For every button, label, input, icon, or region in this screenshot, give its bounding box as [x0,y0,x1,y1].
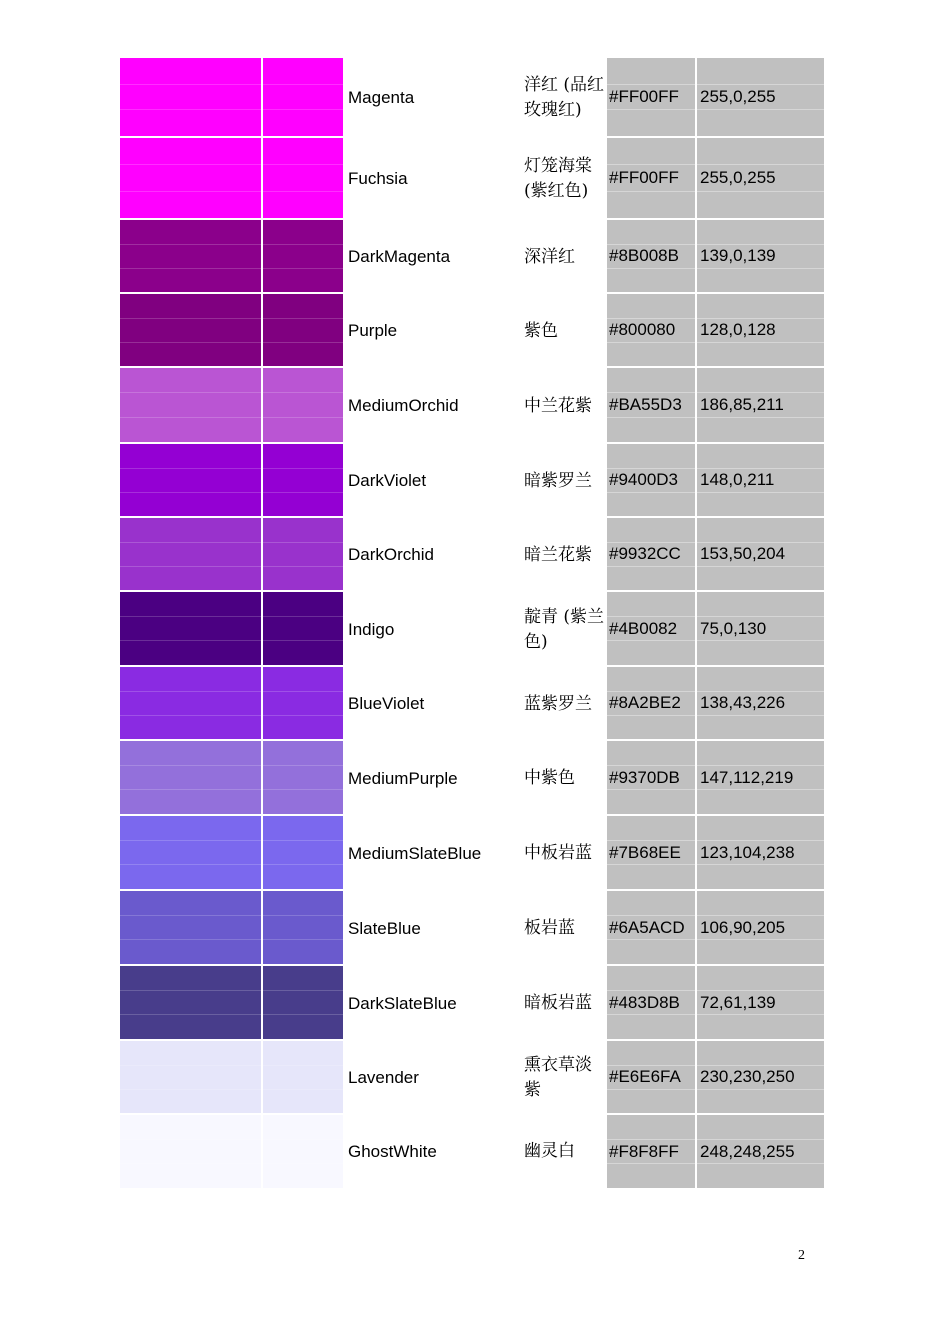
color-row [120,891,830,966]
color-hex: #E6E6FA [607,1041,695,1115]
swatch-divider [263,1139,343,1140]
color-swatch [120,1041,261,1115]
cell-divider [607,492,695,493]
color-swatch [120,592,261,667]
cell-divider [697,492,824,493]
swatch-divider [120,492,261,493]
swatch-divider [263,789,343,790]
swatch-divider [120,840,261,841]
color-name: DarkSlateBlue [348,993,457,1013]
swatch-divider [263,1065,343,1066]
cell-divider [697,268,824,269]
color-hex: #483D8B [607,966,695,1041]
color-rgb: 148,0,211 [697,444,824,518]
swatch-divider [263,840,343,841]
swatch-divider [120,864,261,865]
cell-divider [607,915,695,916]
swatch-divider [263,492,343,493]
color-name: Lavender [348,1068,419,1087]
color-chinese-name: 暗板岩蓝 [524,993,592,1013]
cell-divider [697,342,824,343]
cell-divider [697,864,824,865]
swatch-divider [120,244,261,245]
color-hex: #7B68EE [607,816,695,891]
swatch-divider [263,691,343,692]
color-swatch-secondary [263,741,343,816]
cell-divider [697,417,824,418]
color-rgb: 139,0,139 [697,220,824,294]
swatch-divider [263,616,343,617]
color-rgb: 153,50,204 [697,518,824,592]
color-rgb: 75,0,130 [697,592,824,667]
swatch-divider [120,990,261,991]
color-chinese-name: 板岩蓝 [524,918,575,938]
cell-divider [697,542,824,543]
swatch-divider [263,542,343,543]
color-swatch-secondary [263,138,343,220]
cell-divider [607,990,695,991]
swatch-divider [263,164,343,165]
color-name: Magenta [348,88,415,107]
color-name: MediumOrchid [348,396,459,415]
color-name: Purple [348,321,398,340]
color-row [120,966,830,1041]
color-rgb: 230,230,250 [697,1041,824,1115]
color-rgb: 255,0,255 [697,138,824,220]
swatch-divider [120,542,261,543]
color-row [120,58,830,138]
color-row [120,1041,830,1115]
color-hex: #BA55D3 [607,368,695,444]
cell-divider [697,765,824,766]
swatch-divider [263,990,343,991]
color-chinese-name: 靛青 (紫兰色) [524,606,605,652]
cell-divider [607,765,695,766]
swatch-divider [263,244,343,245]
cell-divider [697,84,824,85]
color-chinese-name: 灯笼海棠(紫红色) [524,156,592,201]
color-name: MediumPurple [348,768,458,788]
cell-divider [607,1065,695,1066]
cell-divider [697,244,824,245]
color-swatch [120,1115,261,1188]
swatch-divider [120,268,261,269]
color-swatch-secondary [263,220,343,294]
swatch-divider [120,191,261,192]
cell-divider [607,268,695,269]
swatch-divider [263,640,343,641]
color-hex: #9932CC [607,518,695,592]
cell-divider [697,691,824,692]
swatch-divider [120,915,261,916]
color-hex: #8B008B [607,220,695,294]
color-row [120,294,830,368]
color-chinese-name: 熏衣草淡紫 [524,1055,592,1100]
swatch-divider [263,191,343,192]
cell-divider [697,616,824,617]
color-rgb: 255,0,255 [697,58,824,138]
color-hex: #8A2BE2 [607,667,695,741]
swatch-divider [120,164,261,165]
cell-divider [607,640,695,641]
color-name: Fuchsia [348,169,408,188]
swatch-divider [120,417,261,418]
swatch-divider [120,318,261,319]
color-row [120,368,830,444]
cell-divider [697,109,824,110]
color-chinese-name: 幽灵白 [524,1141,575,1161]
swatch-divider [120,765,261,766]
cell-divider [607,1139,695,1140]
swatch-divider [263,109,343,110]
color-rgb: 72,61,139 [697,966,824,1041]
swatch-divider [263,715,343,716]
color-hex: #4B0082 [607,592,695,667]
cell-divider [697,840,824,841]
swatch-divider [120,691,261,692]
cell-divider [607,109,695,110]
swatch-divider [263,318,343,319]
cell-divider [607,1014,695,1015]
color-chinese-name: 中兰花紫 [524,395,592,416]
color-hex: #6A5ACD [607,891,695,966]
cell-divider [607,864,695,865]
swatch-divider [120,1163,261,1164]
color-row [120,138,830,220]
swatch-divider [120,1065,261,1066]
swatch-divider [263,1163,343,1164]
color-rgb: 128,0,128 [697,294,824,368]
color-hex: #FF00FF [607,138,695,220]
cell-divider [607,840,695,841]
color-swatch [120,518,261,592]
cell-divider [697,392,824,393]
cell-divider [697,1139,824,1140]
cell-divider [697,915,824,916]
color-swatch-secondary [263,58,343,138]
swatch-divider [120,616,261,617]
color-row [120,1115,830,1188]
cell-divider [697,191,824,192]
color-rgb: 186,85,211 [697,368,824,444]
color-hex: #9370DB [607,741,695,816]
cell-divider [607,164,695,165]
swatch-divider [120,789,261,790]
color-rgb: 147,112,219 [697,741,824,816]
swatch-divider [263,864,343,865]
color-name: MediumSlateBlue [348,843,482,863]
color-row [120,592,830,667]
color-swatch-secondary [263,1041,343,1115]
swatch-divider [263,1014,343,1015]
cell-divider [607,342,695,343]
color-swatch-secondary [263,294,343,368]
swatch-divider [120,939,261,940]
swatch-divider [120,1089,261,1090]
swatch-divider [120,392,261,393]
color-swatch-secondary [263,891,343,966]
color-name: GhostWhite [348,1141,437,1161]
swatch-divider [263,268,343,269]
swatch-divider [263,84,343,85]
color-swatch-secondary [263,368,343,444]
color-swatch [120,966,261,1041]
cell-divider [607,789,695,790]
color-chinese-name: 蓝紫罗兰 [524,693,592,714]
color-rgb: 106,90,205 [697,891,824,966]
color-rgb: 138,43,226 [697,667,824,741]
cell-divider [697,789,824,790]
color-swatch [120,891,261,966]
swatch-divider [263,939,343,940]
color-rgb: 123,104,238 [697,816,824,891]
swatch-divider [263,468,343,469]
color-row [120,444,830,518]
cell-divider [697,640,824,641]
swatch-divider [120,1014,261,1015]
color-swatch [120,58,261,138]
cell-divider [697,1163,824,1164]
color-name: SlateBlue [348,918,421,938]
swatch-divider [120,468,261,469]
swatch-divider [120,566,261,567]
swatch-divider [263,915,343,916]
cell-divider [697,715,824,716]
color-row [120,816,830,891]
color-swatch [120,667,261,741]
color-chinese-name: 暗兰花紫 [524,544,592,565]
color-swatch-secondary [263,816,343,891]
color-swatch-secondary [263,592,343,667]
color-chinese-name: 中紫色 [524,768,575,788]
swatch-divider [263,342,343,343]
cell-divider [607,542,695,543]
swatch-divider [263,417,343,418]
page-number: 2 [798,1248,805,1263]
color-row [120,518,830,592]
cell-divider [607,318,695,319]
color-name: DarkViolet [348,471,427,490]
color-name: DarkMagenta [348,247,451,266]
color-hex: #800080 [607,294,695,368]
cell-divider [697,1014,824,1015]
cell-divider [607,392,695,393]
color-swatch [120,368,261,444]
cell-divider [607,1163,695,1164]
color-chinese-name: 深洋红 [524,246,575,267]
swatch-divider [120,109,261,110]
color-swatch [120,294,261,368]
swatch-divider [120,84,261,85]
color-swatch-secondary [263,1115,343,1188]
swatch-divider [120,640,261,641]
color-swatch-secondary [263,518,343,592]
cell-divider [607,715,695,716]
color-table [120,58,830,1188]
color-row [120,220,830,294]
cell-divider [697,318,824,319]
cell-divider [607,191,695,192]
swatch-divider [120,1139,261,1140]
color-name: BlueViolet [348,694,425,713]
cell-divider [607,417,695,418]
color-swatch-secondary [263,667,343,741]
cell-divider [697,1065,824,1066]
color-swatch [120,741,261,816]
cell-divider [607,566,695,567]
color-chinese-name: 紫色 [524,320,558,341]
cell-divider [697,939,824,940]
cell-divider [697,990,824,991]
color-swatch-secondary [263,966,343,1041]
swatch-divider [263,1089,343,1090]
color-name: DarkOrchid [348,545,434,564]
cell-divider [607,244,695,245]
color-hex: #FF00FF [607,58,695,138]
cell-divider [607,468,695,469]
cell-divider [697,566,824,567]
swatch-divider [263,765,343,766]
color-row [120,741,830,816]
cell-divider [607,1089,695,1090]
color-row [120,667,830,741]
color-name: Indigo [348,619,395,639]
swatch-divider [120,715,261,716]
cell-divider [697,164,824,165]
color-rgb: 248,248,255 [697,1115,824,1188]
cell-divider [607,84,695,85]
color-chinese-name: 洋红 (品红 玫瑰红) [524,75,605,120]
color-chinese-name: 暗紫罗兰 [524,470,592,491]
color-hex: #F8F8FF [607,1115,695,1188]
cell-divider [607,939,695,940]
color-swatch [120,816,261,891]
color-swatch [120,220,261,294]
swatch-divider [263,566,343,567]
cell-divider [697,1089,824,1090]
color-swatch [120,444,261,518]
color-hex: #9400D3 [607,444,695,518]
swatch-divider [263,392,343,393]
cell-divider [607,616,695,617]
color-swatch [120,138,261,220]
color-swatch-secondary [263,444,343,518]
color-chinese-name: 中板岩蓝 [524,843,592,863]
cell-divider [607,691,695,692]
swatch-divider [120,342,261,343]
cell-divider [697,468,824,469]
